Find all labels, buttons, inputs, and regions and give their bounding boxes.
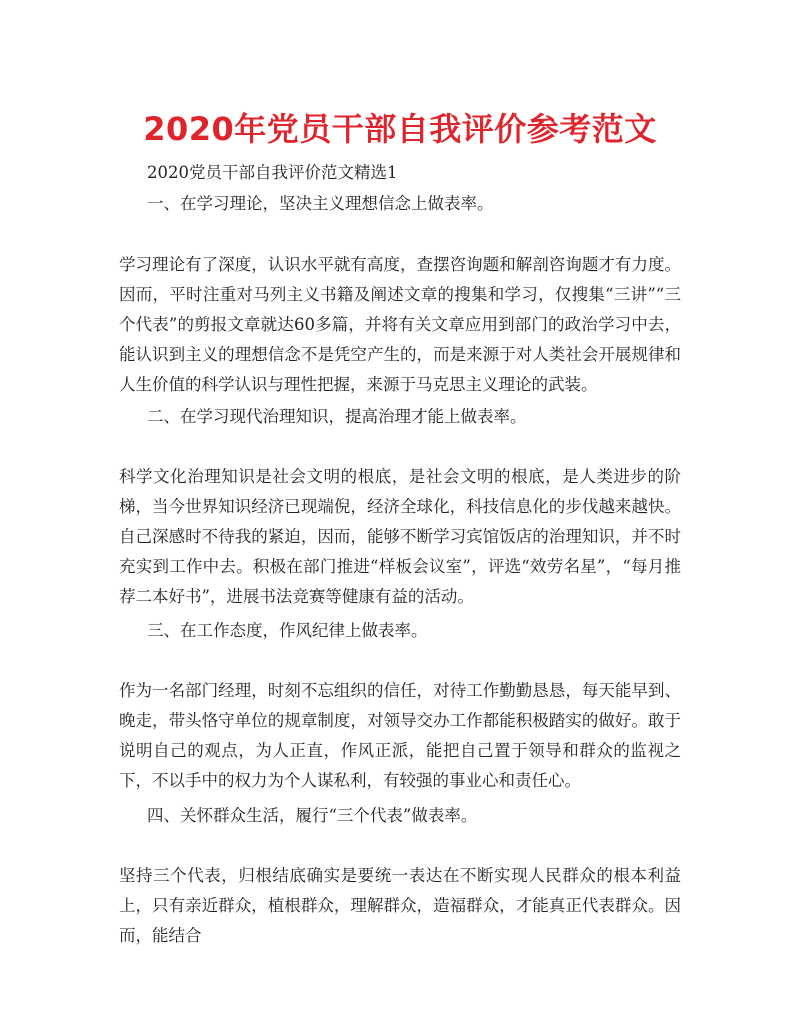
- section-heading-2: 二、在学习现代治理知识，提高治理才能上做表率。: [147, 407, 527, 426]
- document-subtitle: 2020党员干部自我评价范文精选1: [147, 163, 398, 182]
- paragraph-2: 科学文化治理知识是社会文明的根底，是社会文明的根底，是人类进步的阶梯，当今世界知识经济已现端倪，经济全球化，科技信息化的步伐越来越快。自己深感时不待我的紧迫，因而，能够不断学习宾馆饭店的治理知识，并不时充实到工作中去。积极在部门推进“样板会议室”，评选“效劳名星”，“每月推荐二本好书”，进展书法竞赛等健康有益的活动。: [119, 467, 681, 606]
- paragraph-1: 学习理论有了深度，认识水平就有高度，查摆咨询题和解剖咨询题才有力度。因而，平时注重对马列主义书籍及阐述文章的搜集和学习，仅搜集“三讲”“三个代表”的剪报文章就达60多篇，并将有关文章应用到部门的政治学习中去，能认识到主义的理想信念不是凭空产生的，而是来源于对人类社会开展规律和人生价值的科学认识与理性把握，来源于马克思主义理论的武装。: [119, 255, 681, 394]
- section-heading-4: 四、关怀群众生活，履行“三个代表”做表率。: [147, 806, 478, 825]
- paragraph-4: 坚持三个代表，归根结底确实是要统一表达在不断实现人民群众的根本利益上，只有亲近群众，植根群众，理解群众，造福群众，才能真正代表群众。因而，能结合: [119, 866, 681, 945]
- document-title: 2020年党员干部自我评价参考范文: [143, 110, 657, 148]
- section-heading-3: 三、在工作态度，作风纪律上做表率。: [147, 621, 428, 640]
- paragraph-3: 作为一名部门经理，时刻不忘组织的信任，对待工作勤勤恳恳，每天能早到、晚走，带头恪守单位的规章制度，对领导交办工作都能积极踏实的做好。敢于说明自己的观点，为人正直，作风正派，能把自己置于领导和群众的监视之下，不以手中的权力为个人谋私利，有较强的事业心和责任心。: [119, 681, 681, 790]
- section-heading-1: 一、在学习理论，坚决主义理想信念上做表率。: [147, 194, 494, 213]
